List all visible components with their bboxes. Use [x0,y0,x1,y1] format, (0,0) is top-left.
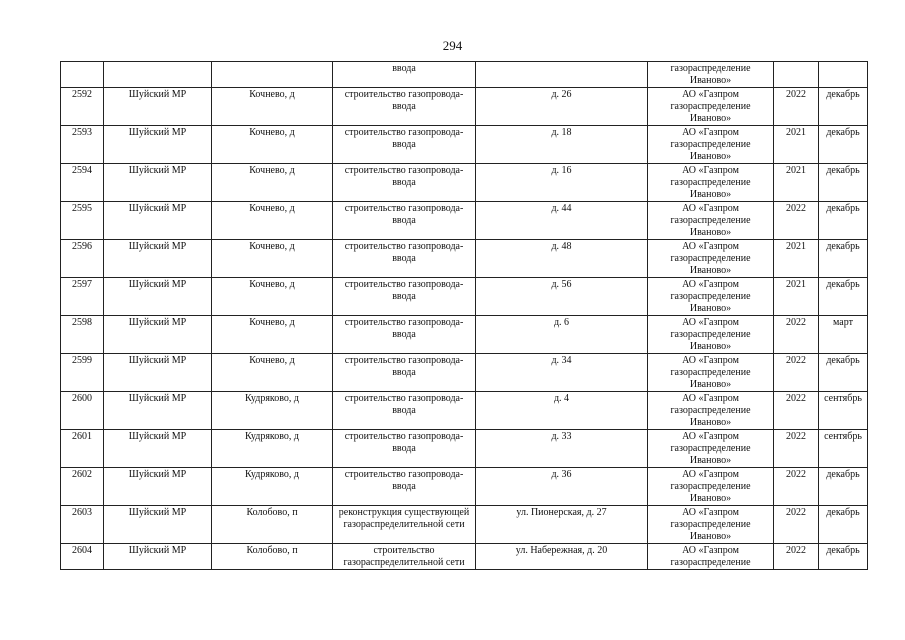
cell-org: АО «Газпром газораспределение Иваново» [648,354,774,392]
cell-year: 2022 [774,354,819,392]
table-row [61,506,868,544]
cell-no: 2593 [61,126,104,164]
cell-month: декабрь [819,278,868,316]
cell-locality: Кочнево, д [212,278,333,316]
cell-no: 2602 [61,468,104,506]
cell-address: д. 44 [476,202,648,240]
cell-org: АО «Газпром газораспределение Иваново» [648,316,774,354]
cell-year [774,62,819,88]
cell-district: Шуйский МР [104,202,212,240]
cell-no: 2603 [61,506,104,544]
cell-purpose: реконструкция существующей газораспределительной сети [333,506,476,544]
table-row [61,88,868,126]
cell-month: декабрь [819,126,868,164]
page-number: 294 [442,38,463,53]
cell-year: 2021 [774,126,819,164]
cell-purpose: строительство газопровода-ввода [333,392,476,430]
cell-purpose: строительство газораспределительной сети [333,544,476,570]
cell-year: 2022 [774,88,819,126]
cell-org: АО «Газпром газораспределение [648,544,774,570]
cell-district: Шуйский МР [104,392,212,430]
cell-month [819,62,868,88]
cell-purpose: строительство газопровода-ввода [333,316,476,354]
cell-address: д. 26 [476,88,648,126]
cell-address: ул. Набережная, д. 20 [476,544,648,570]
table-row [61,202,868,240]
cell-address: д. 16 [476,164,648,202]
cell-no: 2597 [61,278,104,316]
cell-locality: Кочнево, д [212,240,333,278]
table-row [61,278,868,316]
cell-no: 2596 [61,240,104,278]
cell-org: АО «Газпром газораспределение Иваново» [648,506,774,544]
cell-locality: Кочнево, д [212,202,333,240]
cell-year: 2022 [774,392,819,430]
cell-purpose: ввода [333,62,476,88]
cell-district: Шуйский МР [104,468,212,506]
table-row [61,468,868,506]
cell-address: д. 33 [476,430,648,468]
gasification-table [60,61,868,570]
cell-address: д. 48 [476,240,648,278]
cell-org: АО «Газпром газораспределение Иваново» [648,88,774,126]
cell-purpose: строительство газопровода-ввода [333,240,476,278]
cell-locality: Кочнево, д [212,316,333,354]
cell-address: ул. Пионерская, д. 27 [476,506,648,544]
cell-locality: Кудряково, д [212,392,333,430]
cell-locality: Колобово, п [212,544,333,570]
cell-purpose: строительство газопровода-ввода [333,126,476,164]
cell-org: АО «Газпром газораспределение Иваново» [648,202,774,240]
cell-no: 2594 [61,164,104,202]
cell-address: д. 4 [476,392,648,430]
cell-org: АО «Газпром газораспределение Иваново» [648,430,774,468]
cell-org: АО «Газпром газораспределение Иваново» [648,278,774,316]
cell-district: Шуйский МР [104,354,212,392]
cell-year: 2022 [774,202,819,240]
cell-locality: Кудряково, д [212,468,333,506]
cell-district: Шуйский МР [104,88,212,126]
cell-no: 2600 [61,392,104,430]
cell-month: сентябрь [819,430,868,468]
cell-no [61,62,104,88]
table-row [61,392,868,430]
cell-month: декабрь [819,468,868,506]
cell-org: АО «Газпром газораспределение Иваново» [648,164,774,202]
cell-no: 2604 [61,544,104,570]
cell-year: 2022 [774,506,819,544]
cell-month: декабрь [819,506,868,544]
cell-locality: Кочнево, д [212,88,333,126]
cell-purpose: строительство газопровода-ввода [333,88,476,126]
cell-district: Шуйский МР [104,544,212,570]
cell-year: 2021 [774,164,819,202]
cell-month: декабрь [819,164,868,202]
cell-month: декабрь [819,88,868,126]
cell-org: АО «Газпром газораспределение Иваново» [648,240,774,278]
cell-year: 2022 [774,316,819,354]
cell-year: 2021 [774,278,819,316]
cell-locality: Кудряково, д [212,430,333,468]
cell-month: декабрь [819,354,868,392]
cell-year: 2022 [774,544,819,570]
cell-purpose: строительство газопровода-ввода [333,430,476,468]
table-row [61,430,868,468]
cell-no: 2592 [61,88,104,126]
cell-purpose: строительство газопровода-ввода [333,278,476,316]
table-body [61,62,868,570]
table-row [61,126,868,164]
cell-locality [212,62,333,88]
cell-no: 2599 [61,354,104,392]
cell-district: Шуйский МР [104,430,212,468]
cell-district: Шуйский МР [104,278,212,316]
cell-no: 2598 [61,316,104,354]
cell-district: Шуйский МР [104,240,212,278]
table-row [61,316,868,354]
cell-org: АО «Газпром газораспределение Иваново» [648,126,774,164]
cell-month: декабрь [819,202,868,240]
cell-no: 2595 [61,202,104,240]
table-row [61,544,868,570]
cell-locality: Кочнево, д [212,126,333,164]
cell-org: газораспределение Иваново» [648,62,774,88]
cell-address: д. 34 [476,354,648,392]
table-row [61,354,868,392]
cell-locality: Кочнево, д [212,354,333,392]
table-row [61,164,868,202]
cell-district: Шуйский МР [104,316,212,354]
cell-address: д. 56 [476,278,648,316]
cell-purpose: строительство газопровода-ввода [333,202,476,240]
cell-org: АО «Газпром газораспределение Иваново» [648,468,774,506]
cell-no: 2601 [61,430,104,468]
table-row-continued [61,62,868,88]
cell-year: 2022 [774,468,819,506]
cell-month: декабрь [819,544,868,570]
cell-purpose: строительство газопровода-ввода [333,164,476,202]
cell-org: АО «Газпром газораспределение Иваново» [648,392,774,430]
cell-month: декабрь [819,240,868,278]
cell-district: Шуйский МР [104,126,212,164]
cell-month: сентябрь [819,392,868,430]
cell-address: д. 6 [476,316,648,354]
cell-year: 2021 [774,240,819,278]
cell-address [476,62,648,88]
cell-district: Шуйский МР [104,506,212,544]
cell-district: Шуйский МР [104,164,212,202]
table-row [61,240,868,278]
cell-address: д. 18 [476,126,648,164]
cell-address: д. 36 [476,468,648,506]
cell-year: 2022 [774,430,819,468]
cell-purpose: строительство газопровода-ввода [333,468,476,506]
cell-locality: Колобово, п [212,506,333,544]
cell-district [104,62,212,88]
cell-purpose: строительство газопровода-ввода [333,354,476,392]
cell-locality: Кочнево, д [212,164,333,202]
cell-month: март [819,316,868,354]
